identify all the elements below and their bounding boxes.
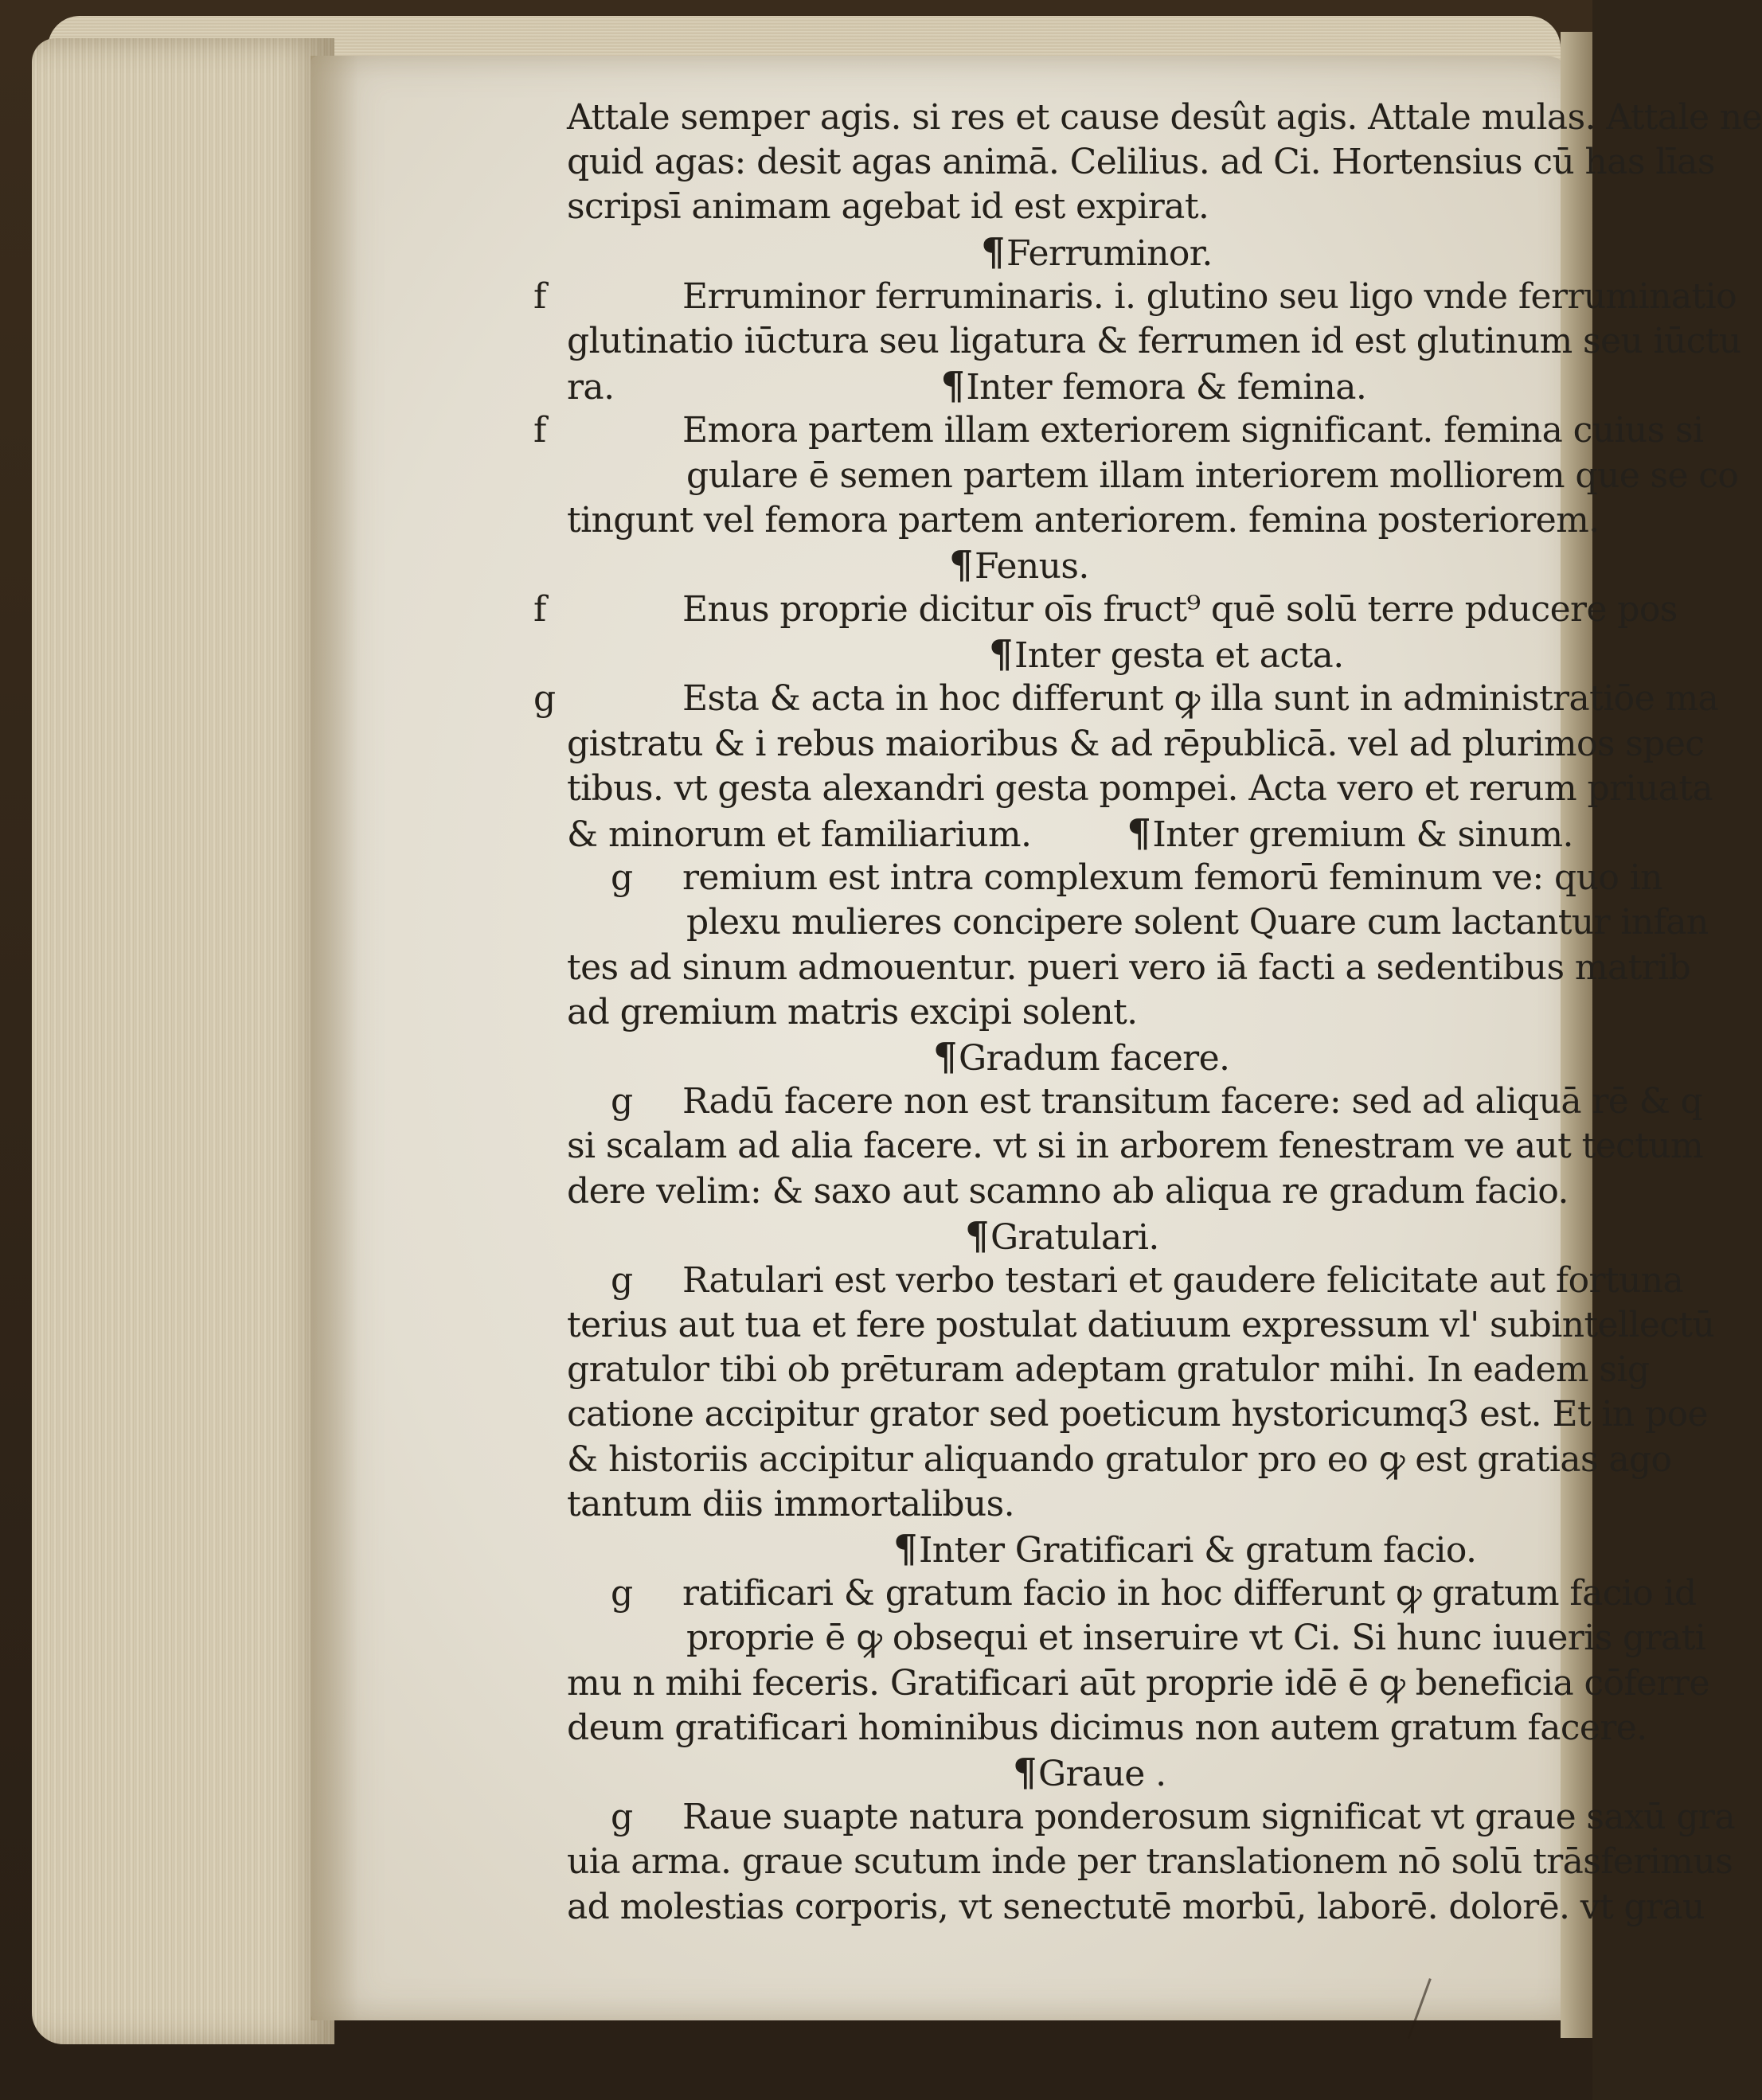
line-text: mu n mihi feceris. Gratificari aūt proprie idē ē ꝙ beneficia cōferre xyxy=(567,1662,1709,1704)
line-text: tes ad sinum admouentur. pueri vero iā facti a sedentibus matrib xyxy=(567,947,1691,988)
text-line xyxy=(567,946,1691,990)
line-text: catione accipitur grator sed poeticum hystoricumq3 est. Et in poe xyxy=(567,1394,1708,1435)
heading-text: Graue . xyxy=(1037,1753,1166,1794)
margin-letter: f xyxy=(533,275,546,317)
line-text: Attale semper agis. si res et cause desût agis. Attale mulas. Attale ne xyxy=(567,97,1762,138)
heading-text: Inter Gratificari & gratum facio. xyxy=(918,1530,1477,1571)
line-text: tingunt vel femora partem anteriorem. femina posteriorem. xyxy=(567,499,1600,541)
margin-letter: g xyxy=(611,1797,633,1838)
line-text: tantum diis immortalibus. xyxy=(567,1483,1015,1524)
text-line xyxy=(567,990,1586,1035)
line-text: Enus proprie dicitur oīs fruct⁹ quē solū terre pducere pos xyxy=(682,589,1678,630)
paragraph-mark-icon: ¶ xyxy=(1127,811,1151,856)
text-line xyxy=(567,1661,1709,1706)
section-heading xyxy=(567,1214,1586,1259)
page-gutter-shadow xyxy=(311,56,358,2020)
line-text: Emora partem illam exteriorem significant. femina cuius si xyxy=(682,410,1704,451)
line-text: proprie ē ꝙ obsequi et inseruire vt Ci. Si hunc iuueris grati xyxy=(686,1618,1706,1659)
text-line xyxy=(567,1795,1735,1840)
line-text: ad gremium matris excipi solent. xyxy=(567,991,1138,1032)
section-heading xyxy=(567,543,1586,587)
line-text: dere velim: & saxo aut scamno ab aliqua re gradum facio. xyxy=(567,1170,1569,1212)
text-line xyxy=(567,722,1705,767)
line-text: deum gratificari hominibus dicimus non autem gratum facere. xyxy=(567,1707,1647,1748)
paragraph-mark-icon: ¶ xyxy=(949,542,973,587)
line-text: tibus. vt gesta alexandri gesta pompei. Acta vero et rerum priuata xyxy=(567,767,1713,809)
text-line xyxy=(567,1840,1733,1884)
text-line xyxy=(567,1348,1650,1392)
line-text: & minorum et familiarium. xyxy=(567,814,1032,855)
section-heading xyxy=(567,1035,1586,1079)
text-line xyxy=(567,1303,1715,1348)
heading-text: Fenus. xyxy=(974,545,1089,587)
section-heading xyxy=(567,1527,1586,1571)
paragraph-mark-icon: ¶ xyxy=(933,1034,957,1079)
text-line xyxy=(567,900,1709,945)
text-line xyxy=(567,1169,1586,1214)
line-text: ad molestias corporis, vt senectutē morbū, laborē. dolorē. vt grau xyxy=(567,1886,1705,1927)
line-text: ratificari & gratum facio in hoc differunt ꝙ gratum facio id xyxy=(682,1573,1697,1614)
line-text: si scalam ad alia facere. vt si in arborem fenestram ve aut tectum xyxy=(567,1126,1704,1167)
text-line xyxy=(533,408,1704,453)
text-line xyxy=(567,1392,1708,1437)
text-line xyxy=(567,185,1586,229)
line-text: plexu mulieres concipere solent Quare cum lactantur infan xyxy=(686,902,1709,943)
line-text: Esta & acta in hoc differunt ꝙ illa sunt in administratiōe ma xyxy=(682,678,1719,720)
text-line xyxy=(567,1124,1704,1169)
text-line xyxy=(567,1885,1705,1930)
section-heading: Inter femora & femina. xyxy=(966,367,1367,408)
line-text: uia arma. graue scutum inde per translationem nō solū trāsferimus xyxy=(567,1841,1733,1883)
line-text: remium est intra complexum femorū feminum ve: quo in xyxy=(682,857,1662,899)
text-line xyxy=(567,96,1762,140)
line-text: ra. xyxy=(567,367,615,408)
line-text: quid agas: desit agas animā. Celilius. ad Ci. Hortensius cū has līas xyxy=(567,142,1715,183)
text-line xyxy=(567,364,1586,408)
text-line xyxy=(567,319,1741,364)
text-line xyxy=(533,587,1678,632)
section-heading: Inter gremium & sinum. xyxy=(1152,814,1573,855)
section-heading xyxy=(567,1751,1586,1795)
text-line xyxy=(567,1571,1697,1616)
margin-letter: f xyxy=(533,589,546,630)
paragraph-mark-icon: ¶ xyxy=(940,364,965,409)
text-line xyxy=(533,275,1737,319)
line-text: Radū facere non est transitum facere: sed ad aliquā rē & q xyxy=(682,1081,1703,1122)
line-text: gratulor tibi ob prēturam adeptam gratulor mihi. In eadem sig xyxy=(567,1349,1650,1391)
margin-letter: f xyxy=(533,410,546,451)
text-line xyxy=(567,1079,1703,1124)
line-text: Erruminor ferruminaris. i. glutino seu ligo vnde ferruminatio xyxy=(682,275,1737,317)
text-line xyxy=(567,1482,1586,1527)
section-heading xyxy=(567,632,1586,677)
margin-letter: g xyxy=(611,857,633,899)
line-text: terius aut tua et fere postulat datiuum expressum vl' subintellectū xyxy=(567,1305,1715,1346)
page-stack-left-edge xyxy=(32,38,334,2044)
line-text: glutinatio iūctura seu ligatura & ferrumen id est glutinum seu iūctu xyxy=(567,320,1741,361)
margin-letter: g xyxy=(533,678,556,720)
line-text: Raue suapte natura ponderosum significat vt graue saxū gra xyxy=(682,1797,1735,1838)
section-heading xyxy=(567,230,1586,275)
paragraph-mark-icon: ¶ xyxy=(1013,1750,1037,1795)
heading-text: Gradum facere. xyxy=(958,1037,1230,1079)
text-line xyxy=(567,1438,1672,1482)
margin-letter: g xyxy=(611,1573,633,1614)
text-line xyxy=(567,1706,1647,1751)
text-line xyxy=(567,498,1600,543)
paragraph-mark-icon: ¶ xyxy=(965,1213,989,1259)
paragraph-mark-icon: ¶ xyxy=(981,229,1005,275)
text-line xyxy=(567,140,1715,185)
line-text: gulare ē semen partem illam interiorem molliorem que se co xyxy=(686,455,1739,496)
text-line xyxy=(567,856,1662,900)
paragraph-mark-icon: ¶ xyxy=(989,632,1013,677)
page-text xyxy=(533,96,1762,1930)
line-text: gistratu & i rebus maioribus & ad rēpublicā. vel ad plurimos spec xyxy=(567,723,1705,764)
line-text: Ratulari est verbo testari et gaudere felicitate aut fortuna xyxy=(682,1259,1684,1301)
margin-letter: g xyxy=(611,1259,633,1301)
line-text: & historiis accipitur aliquando gratulor pro eo ꝙ est gratias ago xyxy=(567,1438,1672,1480)
text-line xyxy=(567,767,1713,811)
heading-text: Gratulari. xyxy=(990,1216,1159,1258)
heading-text: Ferruminor. xyxy=(1006,232,1213,274)
line-text: scripsī animam agebat id est expirat. xyxy=(567,186,1209,228)
margin-letter: g xyxy=(611,1081,633,1122)
paragraph-mark-icon: ¶ xyxy=(893,1527,917,1571)
text-line xyxy=(533,677,1719,721)
text-line xyxy=(567,811,1586,856)
heading-text: Inter gesta et acta. xyxy=(1014,635,1344,677)
text-line xyxy=(567,1259,1684,1303)
text-line xyxy=(567,454,1739,498)
text-line xyxy=(567,1616,1706,1661)
